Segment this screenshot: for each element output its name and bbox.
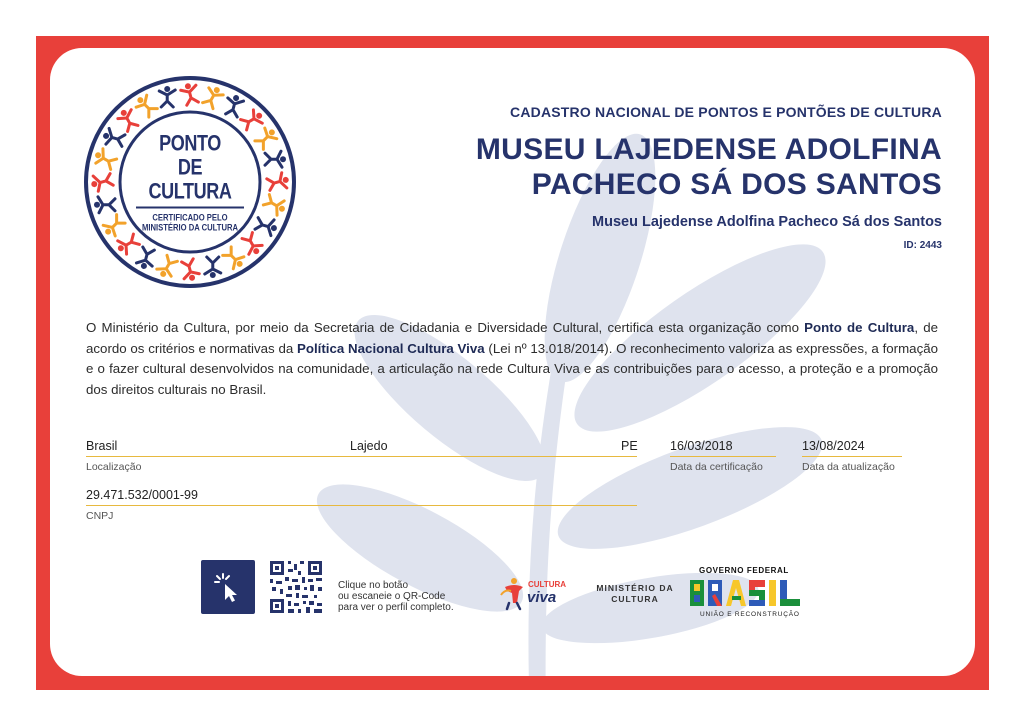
statement-part2: , de acordo os critérios e normativas da: [86, 320, 938, 356]
registry-id: ID: 2443: [903, 240, 942, 251]
qr-code-icon[interactable]: [268, 559, 324, 615]
ministerio-line1: MINISTÉRIO DA: [596, 583, 674, 593]
certification-date-value: 16/03/2018: [670, 439, 733, 453]
seal-divider: [136, 207, 244, 209]
update-date-underline: [802, 456, 902, 457]
governo-federal-label: GOVERNO FEDERAL: [699, 566, 789, 575]
viva-label: viva: [527, 589, 557, 606]
statement-part3: (Lei nº 13.018/2014). O reconhecimento valoriza as expressões, a formação e o fazer cultural desenvolvidos na comunidade, a articulação na rede Cultura Viva e as contribuições para o acesso, a proteção e a promoção dos direitos culturais no Brasil.: [86, 340, 939, 397]
registry-subtitle: CADASTRO NACIONAL DE PONTOS E PONTÕES DE CULTURA: [510, 104, 942, 120]
cursor-click-icon: [201, 560, 255, 614]
qr-instructions-line1: Clique no botão: [338, 580, 409, 591]
certification-date-label: Data da certificação: [670, 461, 763, 473]
certification-statement: [86, 318, 938, 400]
title-line2: PACHECO SÁ DOS SANTOS: [531, 168, 942, 201]
country-value: Brasil: [86, 439, 118, 453]
profile-button[interactable]: [201, 560, 255, 614]
brasil-wordmark-icon: [688, 578, 804, 608]
ministerio-logo: [595, 583, 675, 605]
seal-title-line1: PONTO: [159, 130, 221, 156]
qr-instructions-line2: ou escaneie o QR-Code: [338, 591, 446, 602]
cnpj-label: CNPJ: [86, 510, 114, 522]
certification-date-underline: [670, 456, 776, 457]
seal-caption-line1: CERTIFICADO PELO: [152, 212, 228, 223]
state-value: PE: [621, 439, 638, 453]
qr-instructions-line3: para ver o perfil completo.: [338, 602, 454, 613]
update-date-label: Data da atualização: [802, 461, 895, 473]
update-date-value: 13/08/2024: [802, 439, 865, 453]
city-value: Lajedo: [350, 439, 388, 453]
cnpj-value: 29.471.532/0001-99: [86, 488, 198, 502]
organization-name: Museu Lajedense Adolfina Pacheco Sá dos Santos: [592, 214, 942, 230]
cultura-viva-label: CULTURA: [528, 580, 567, 589]
qr-instructions: [338, 580, 454, 613]
statement-bold-ponto: Ponto de Cultura: [804, 320, 915, 335]
statement-bold-policy: Política Nacional Cultura Viva: [297, 340, 485, 356]
certificate-title: [476, 132, 942, 202]
location-underline: [86, 456, 637, 457]
ponto-de-cultura-seal: [80, 72, 300, 292]
ministerio-line2: CULTURA: [611, 594, 659, 604]
certificate-header: [476, 104, 942, 251]
seal-title-line2: DE CULTURA: [148, 154, 232, 204]
location-label: Localização: [86, 461, 142, 473]
title-line1: MUSEU LAJEDENSE ADOLFINA: [475, 133, 942, 166]
uniao-reconstrucao-label: UNIÃO E RECONSTRUÇÃO: [700, 611, 800, 618]
cnpj-underline: [86, 505, 637, 506]
seal-caption-line2: MINISTÉRIO DA CULTURA: [141, 222, 239, 233]
statement-part1: O Ministério da Cultura, por meio da Secretaria de Cidadania e Diversidade Cultural, certifica esta organização como: [86, 320, 805, 335]
